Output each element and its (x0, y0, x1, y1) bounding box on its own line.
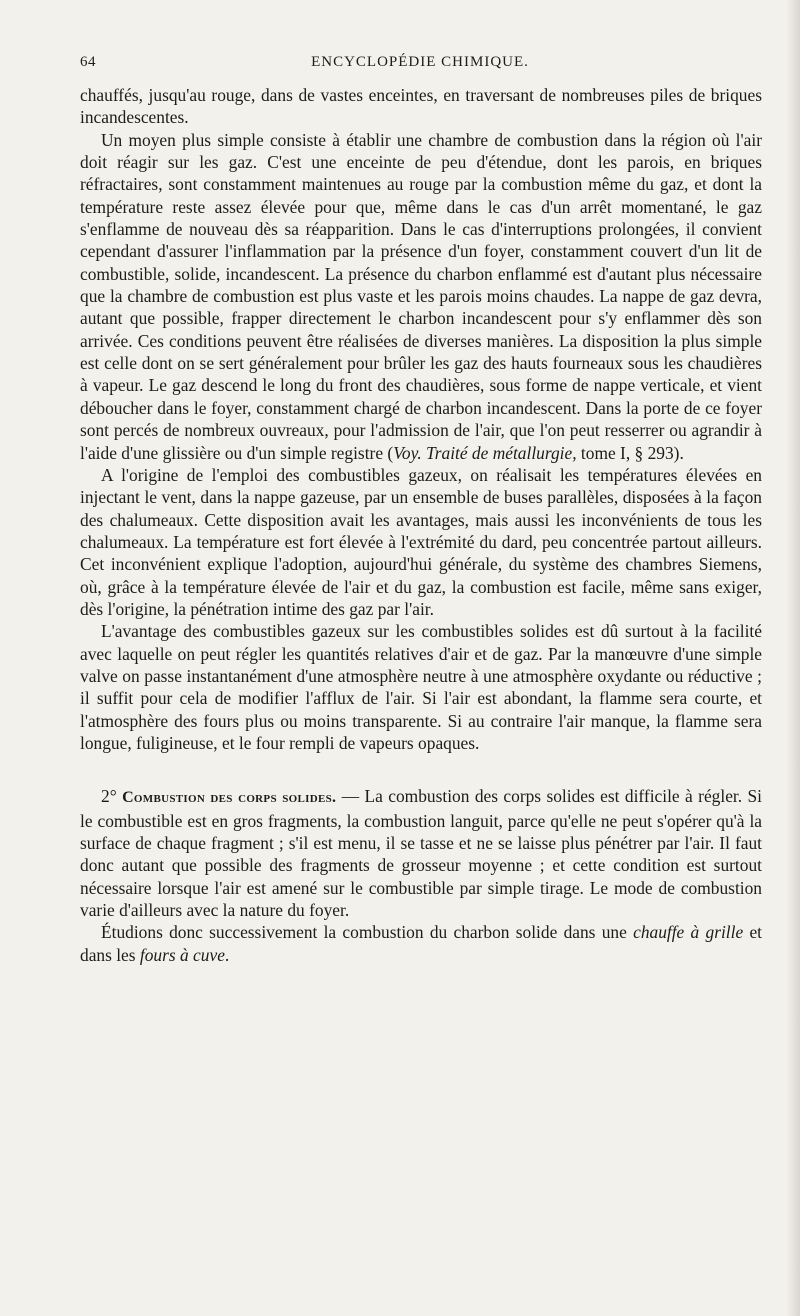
paragraph-5-text: — La combustion des corps solides est difficile à régler. Si le combustible est en gros fragments, la combustion languit, parce qu'elle ne peut s'opérer qu'à la surface de chaque fragment ; s'il est menu, il se tasse et ne se laisse plus pénétrer par l'air. Il faut donc autant que possible des fragments de grosseur moyenne ; et cette condition est surtout nécessaire lorsque l'air est amené sur le combustible par simple tirage. Le mode de combustion varie d'ailleurs avec la nature du foyer. (80, 786, 763, 921)
paragraph-5 (80, 785, 762, 921)
paragraph-6 (80, 921, 762, 966)
paragraph-6-mid: et dans les (80, 922, 763, 965)
term-fours-a-cuve: fours à cuve (139, 944, 225, 965)
reference-italic: Voy. Traité de métallurgie, (393, 442, 577, 463)
paragraph-2-text: Un moyen plus simple consiste à établir une chambre de combustion dans la région où l'air doit réagir sur les gaz. C'est une enceinte de peu d'étendue, dont les parois, en briques réfractaires, sont constamment maintenues au rouge par la combustion même du gaz, et dont la température reste assez élevée pour que, même dans le cas d'un arrêt momentané, le gaz s'enflamme de nouveau dès sa réapparition. Dans le cas d'interruptions prolongées, il convient cependant d'assurer l'inflammation par la présence d'un foyer, constamment couvert d'un lit de combustible, solide, incandescent. La présence du charbon enflammé est d'autant plus nécessaire que la chambre de combustion est plus vaste et les parois moins chaudes. La nappe de gaz devra, autant que possible, frapper directement le charbon incandescent pour s'y enflammer dès son arrivée. Ces conditions peuvent être réalisées de diverses manières. La disposition la plus simple est celle dont on se sert généralement pour brûler les gaz des hauts fourneaux sous les chaudières à vapeur. Le gaz descend le long du front des chaudières, sous forme de nappe verticale, et vient déboucher dans le foyer, constamment chargé de charbon incandescent. Dans la porte de ce foyer sont percés de nombreux ouvreaux, pour l'admission de l'air, que l'on peut resserrer ou agrandir à l'aide d'une glissière ou d'un simple registre ( (80, 129, 762, 463)
reference-end: tome I, § 293). (576, 442, 684, 463)
page-header (80, 54, 760, 78)
paragraph-3: A l'origine de l'emploi des combustibles gazeux, on réalisait les températures élevées en injectant le vent, dans la nappe gazeuse, par un ensemble de buses parallèles, disposées à la façon des chalumeaux. Cette disposition avait les avantages, mais aussi les inconvénients de tous les chalumeaux. La température est fort élevée à l'extrémité du dard, peu concentrée partout ailleurs. Cet inconvénient explique l'adoption, aujourd'hui générale, du système des chambres Siemens, où, grâce à la température élevée de l'air et du gaz, la combustion est facile, même sans exiger, dès l'origine, la pénétration intime des gaz par l'air. (80, 464, 762, 619)
section-heading: Combustion des corps solides. (122, 789, 337, 807)
term-chauffe-a-grille: chauffe à grille (633, 922, 744, 943)
section-number: 2° (101, 786, 123, 807)
paragraph-6-text: Étudions donc successivement la combustion du charbon solide dans une (101, 922, 634, 943)
body-text (80, 84, 762, 966)
paragraph-1: chauffés, jusqu'au rouge, dans de vastes enceintes, en traversant de nombreuses piles de briques incandescentes. (80, 85, 762, 128)
page-edge-shadow (786, 0, 800, 1316)
running-title: ENCYCLOPÉDIE CHIMIQUE. (311, 54, 529, 70)
paragraph-2 (80, 129, 762, 464)
paragraph-4: L'avantage des combustibles gazeux sur les combustibles solides est dû surtout à la facilité avec laquelle on peut régler les quantités relatives d'air et de gaz. Par la manœuvre d'une simple valve on passe instantanément d'une atmosphère neutre à une atmosphère oxydante ou réductive ; il suffit pour cela de modifier l'afflux de l'air. Si l'air est abondant, la flamme sera courte, et l'atmosphère des fours plus ou moins transparente. Si au contraire l'air manque, la flamme sera longue, fuligineuse, et le four rempli de vapeurs opaques. (80, 621, 762, 753)
paragraph-6-end: . (224, 944, 230, 965)
page-number: 64 (80, 54, 96, 70)
